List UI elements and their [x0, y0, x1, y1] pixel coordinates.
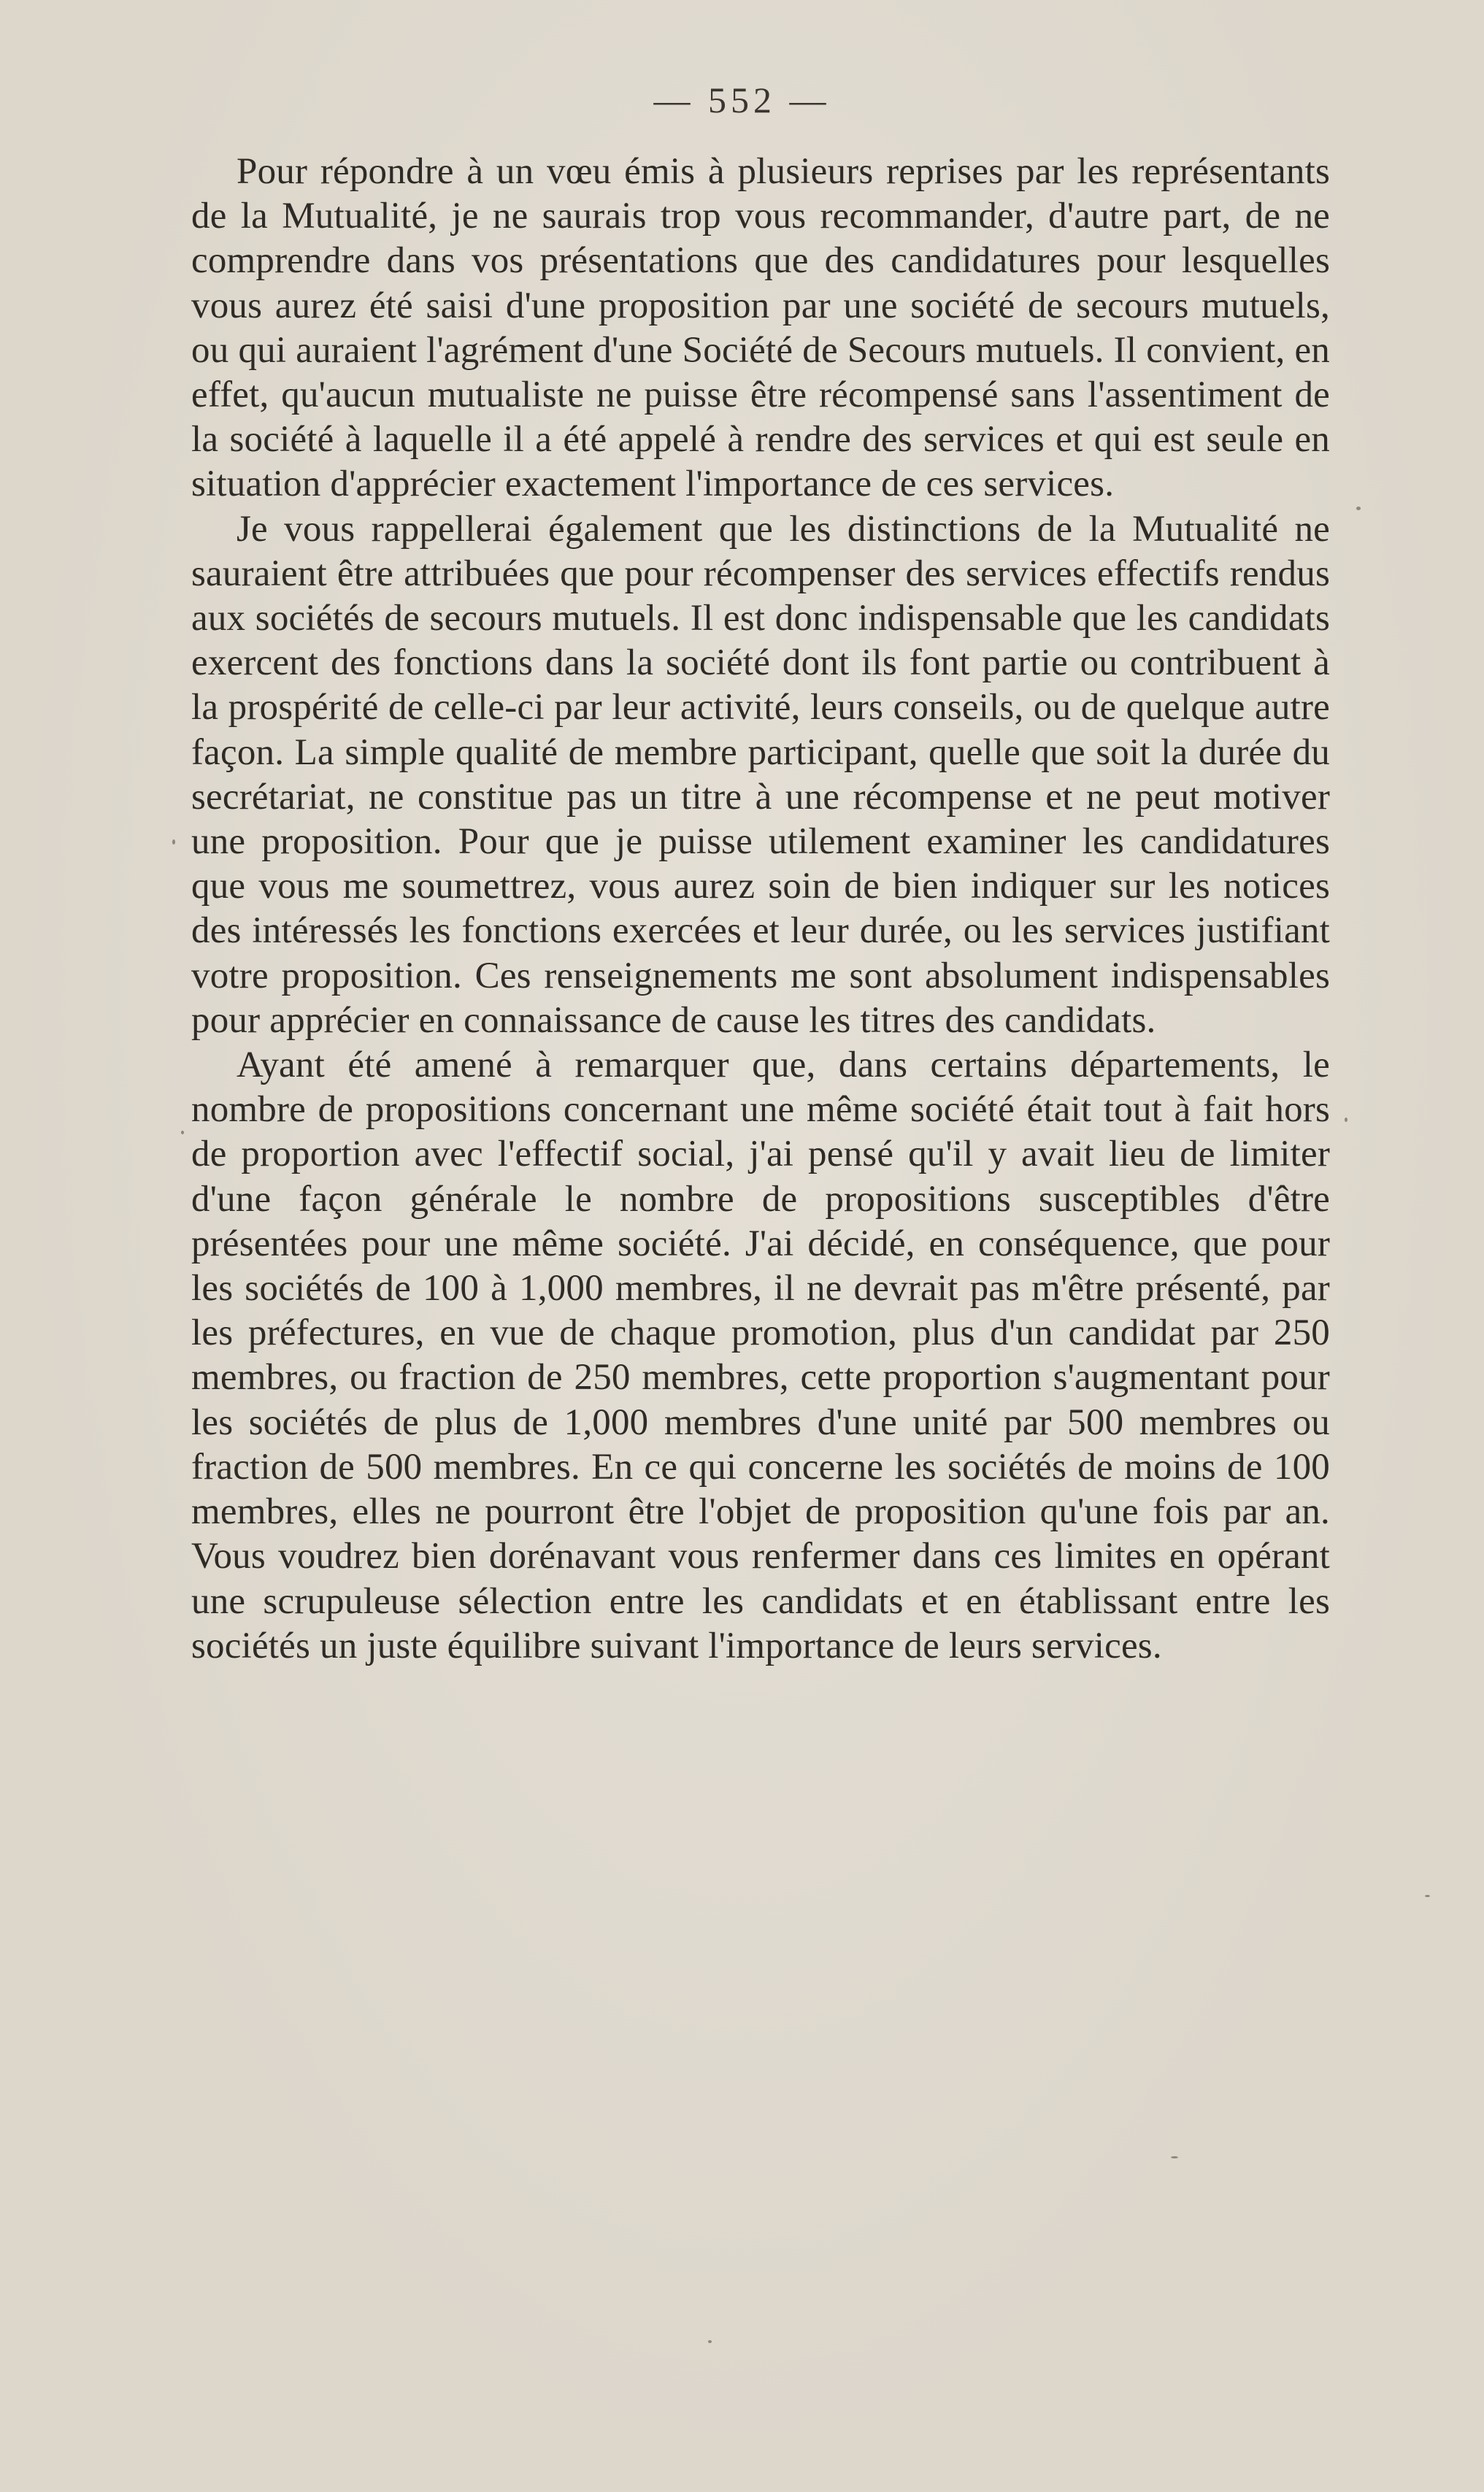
paper-speck	[181, 1131, 184, 1134]
paper-speck	[1425, 1895, 1430, 1897]
paper-speck	[1171, 2156, 1178, 2158]
body-text	[191, 150, 1330, 1669]
paragraph-2: Je vous rappellerai également que les distinctions de la Mutualité ne sauraient être attribuées que pour récompenser des services effectifs rendus aux sociétés de secours mutuels. Il est donc indispensable que les candidats exercent des fonctions dans la société dont ils font partie ou contribuent à la prospérité de celle-ci par leur activité, leurs conseils, ou de quelque autre façon. La simple qualité de membre participant, quelle que soit la durée du secrétariat, ne constitue pas un titre à une récompense et ne peut motiver une proposition. Pour que je puisse utilement examiner les candidatures que vous me soumettrez, vous aurez soin de bien indiquer sur les notices des intéressés les fonctions exercées et leur durée, ou les services justifiant votre proposition. Ces renseignements me sont absolument indispensables pour apprécier en connaissance de cause les titres des candidats.	[191, 508, 1330, 1041]
paper-speck	[172, 839, 175, 845]
paragraph-1: Pour répondre à un vœu émis à plusieurs reprises par les représentants de la Mutualité, je ne saurais trop vous recommander, d'autre part, de ne comprendre dans vos présentations que des candidatures pour lesquelles vous aurez été saisi d'une proposition par une société de secours mutuels, ou qui auraient l'agrément d'une Société de Secours mutuels. Il convient, en effet, qu'aucun mutualiste ne puisse être récompensé sans l'assentiment de la société à laquelle il a été appelé à rendre des services et qui est seule en situation d'apprécier exactement l'importance de ces services.	[191, 151, 1330, 505]
paper-speck	[1345, 1118, 1347, 1122]
paper-speck	[1356, 507, 1361, 510]
paper-speck	[708, 2340, 712, 2343]
page-number: — 552 —	[653, 80, 831, 120]
paragraph-3: Ayant été amené à remarquer que, dans certains départements, le nombre de propositions concernant une même société était tout à fait hors de proportion avec l'effectif social, j'ai pensé qu'il y avait lieu de limiter d'une façon générale le nombre de propositions susceptibles d'être présentées pour une même société. J'ai décidé, en conséquence, que pour les sociétés de 100 à 1,000 membres, il ne devrait pas m'être présenté, par les préfectures, en vue de chaque promotion, plus d'un candidat par 250 membres, ou fraction de 250 membres, cette proportion s'augmentant pour les sociétés de plus de 1,000 membres d'une unité par 500 membres ou fraction de 500 membres. En ce qui concerne les sociétés de moins de 100 membres, elles ne pourront être l'objet de proposition qu'une fois par an. Vous voudrez bien dorénavant vous renfermer dans ces limites en opérant une scrupuleuse sélection entre les candidats et en établissant entre les sociétés un juste équilibre suivant l'importance de leurs services.	[191, 1045, 1330, 1666]
